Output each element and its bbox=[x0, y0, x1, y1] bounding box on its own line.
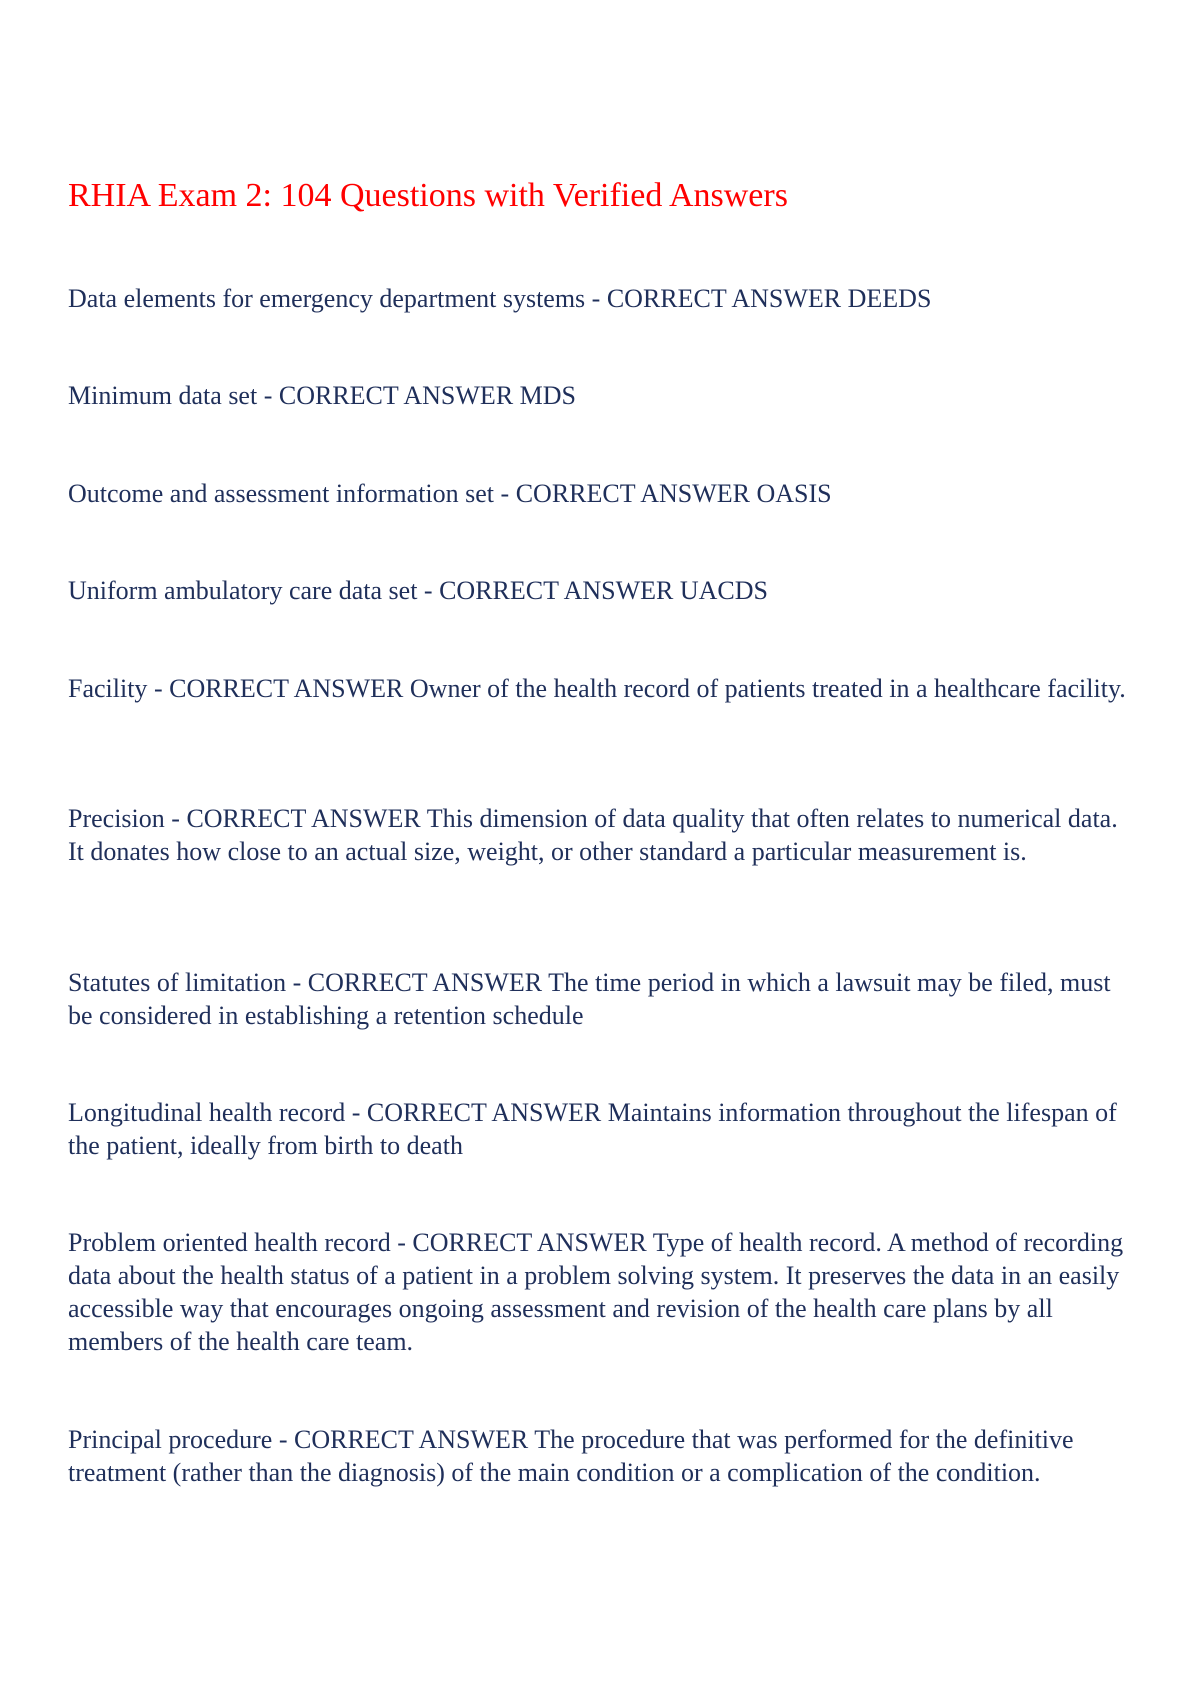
document-title: RHIA Exam 2: 104 Questions with Verified Answers bbox=[68, 177, 788, 214]
qa-answer-marker: CORRECT ANSWER bbox=[293, 1425, 529, 1454]
qa-term: Problem oriented health record bbox=[68, 1228, 391, 1257]
qa-term: Uniform ambulatory care data set bbox=[68, 576, 418, 605]
qa-answer: The time period in which a lawsuit may be filed, must be considered in establishing a retention schedule bbox=[68, 968, 1111, 1030]
qa-answer: MDS bbox=[519, 381, 577, 410]
qa-answer-marker: CORRECT ANSWER bbox=[278, 381, 514, 410]
qa-item: Principal procedure - CORRECT ANSWER The procedure that was performed for the definitive treatment (rather than the diagnosis) of the main condition or a complication of the condition. bbox=[68, 1425, 1074, 1487]
qa-answer: This dimension of data quality that often relates to numerical data. It donates how close to an actual size, weight, or other standard a particular measurement is. bbox=[68, 804, 1118, 866]
qa-item: Minimum data set - CORRECT ANSWER MDS bbox=[68, 381, 577, 410]
qa-answer: Owner of the health record of patients treated in a healthcare facility. bbox=[409, 674, 1126, 703]
qa-answer: Type of health record. A method of recording data about the health status of a patient in a problem solving system. It preserves the data in an easily accessible way that encourages ongoing assessment and revision of the health care plans by all members of the health care team. bbox=[68, 1228, 1124, 1356]
qa-term: Principal procedure bbox=[68, 1425, 273, 1454]
qa-answer-marker: CORRECT ANSWER bbox=[606, 284, 842, 313]
qa-answer: Maintains information throughout the lifespan of the patient, ideally from birth to death bbox=[68, 1098, 1117, 1160]
qa-term: Data elements for emergency department systems bbox=[68, 284, 586, 313]
qa-term: Statutes of limitation bbox=[68, 968, 287, 997]
qa-answer: The procedure that was performed for the definitive treatment (rather than the diagnosis) of the main condition or a complication of the condition. bbox=[68, 1425, 1074, 1487]
qa-item: Facility - CORRECT ANSWER Owner of the health record of patients treated in a healthcare facility. bbox=[68, 674, 1126, 703]
qa-answer: DEEDS bbox=[847, 284, 932, 313]
qa-term: Minimum data set bbox=[68, 381, 258, 410]
qa-item: Uniform ambulatory care data set - CORRECT ANSWER UACDS bbox=[68, 576, 769, 605]
qa-answer-marker: CORRECT ANSWER bbox=[412, 1228, 647, 1257]
qa-item: Problem oriented health record - CORRECT ANSWER Type of health record. A method of recording data about the health status of a patient in a problem solving system. It preserves the data in an easily accessible way that encourages ongoing assessment and revision of the health care plans by all members of the health care team. bbox=[68, 1228, 1124, 1356]
qa-item: Data elements for emergency department systems - CORRECT ANSWER DEEDS bbox=[68, 284, 932, 313]
qa-answer-marker: CORRECT ANSWER bbox=[169, 674, 404, 703]
qa-answer-marker: CORRECT ANSWER bbox=[186, 804, 421, 833]
qa-term: Facility bbox=[68, 674, 148, 703]
qa-answer: OASIS bbox=[756, 479, 832, 508]
qa-answer-marker: CORRECT ANSWER bbox=[366, 1098, 602, 1127]
qa-answer-marker: CORRECT ANSWER bbox=[439, 576, 674, 605]
qa-answer: UACDS bbox=[679, 576, 769, 605]
qa-item: Precision - CORRECT ANSWER This dimension of data quality that often relates to numerical data. It donates how close to an actual size, weight, or other standard a particular measurement is. bbox=[68, 804, 1118, 866]
qa-item: Longitudinal health record - CORRECT ANSWER Maintains information throughout the lifespan of the patient, ideally from birth to death bbox=[68, 1098, 1117, 1160]
qa-answer-marker: CORRECT ANSWER bbox=[515, 479, 750, 508]
qa-item: Statutes of limitation - CORRECT ANSWER The time period in which a lawsuit may be filed, must be considered in establishing a retention schedule bbox=[68, 968, 1111, 1030]
qa-answer-marker: CORRECT ANSWER bbox=[307, 968, 543, 997]
qa-term: Longitudinal health record bbox=[68, 1098, 346, 1127]
qa-term: Precision bbox=[68, 804, 165, 833]
qa-item: Outcome and assessment information set - CORRECT ANSWER OASIS bbox=[68, 479, 832, 508]
qa-term: Outcome and assessment information set bbox=[68, 479, 495, 508]
